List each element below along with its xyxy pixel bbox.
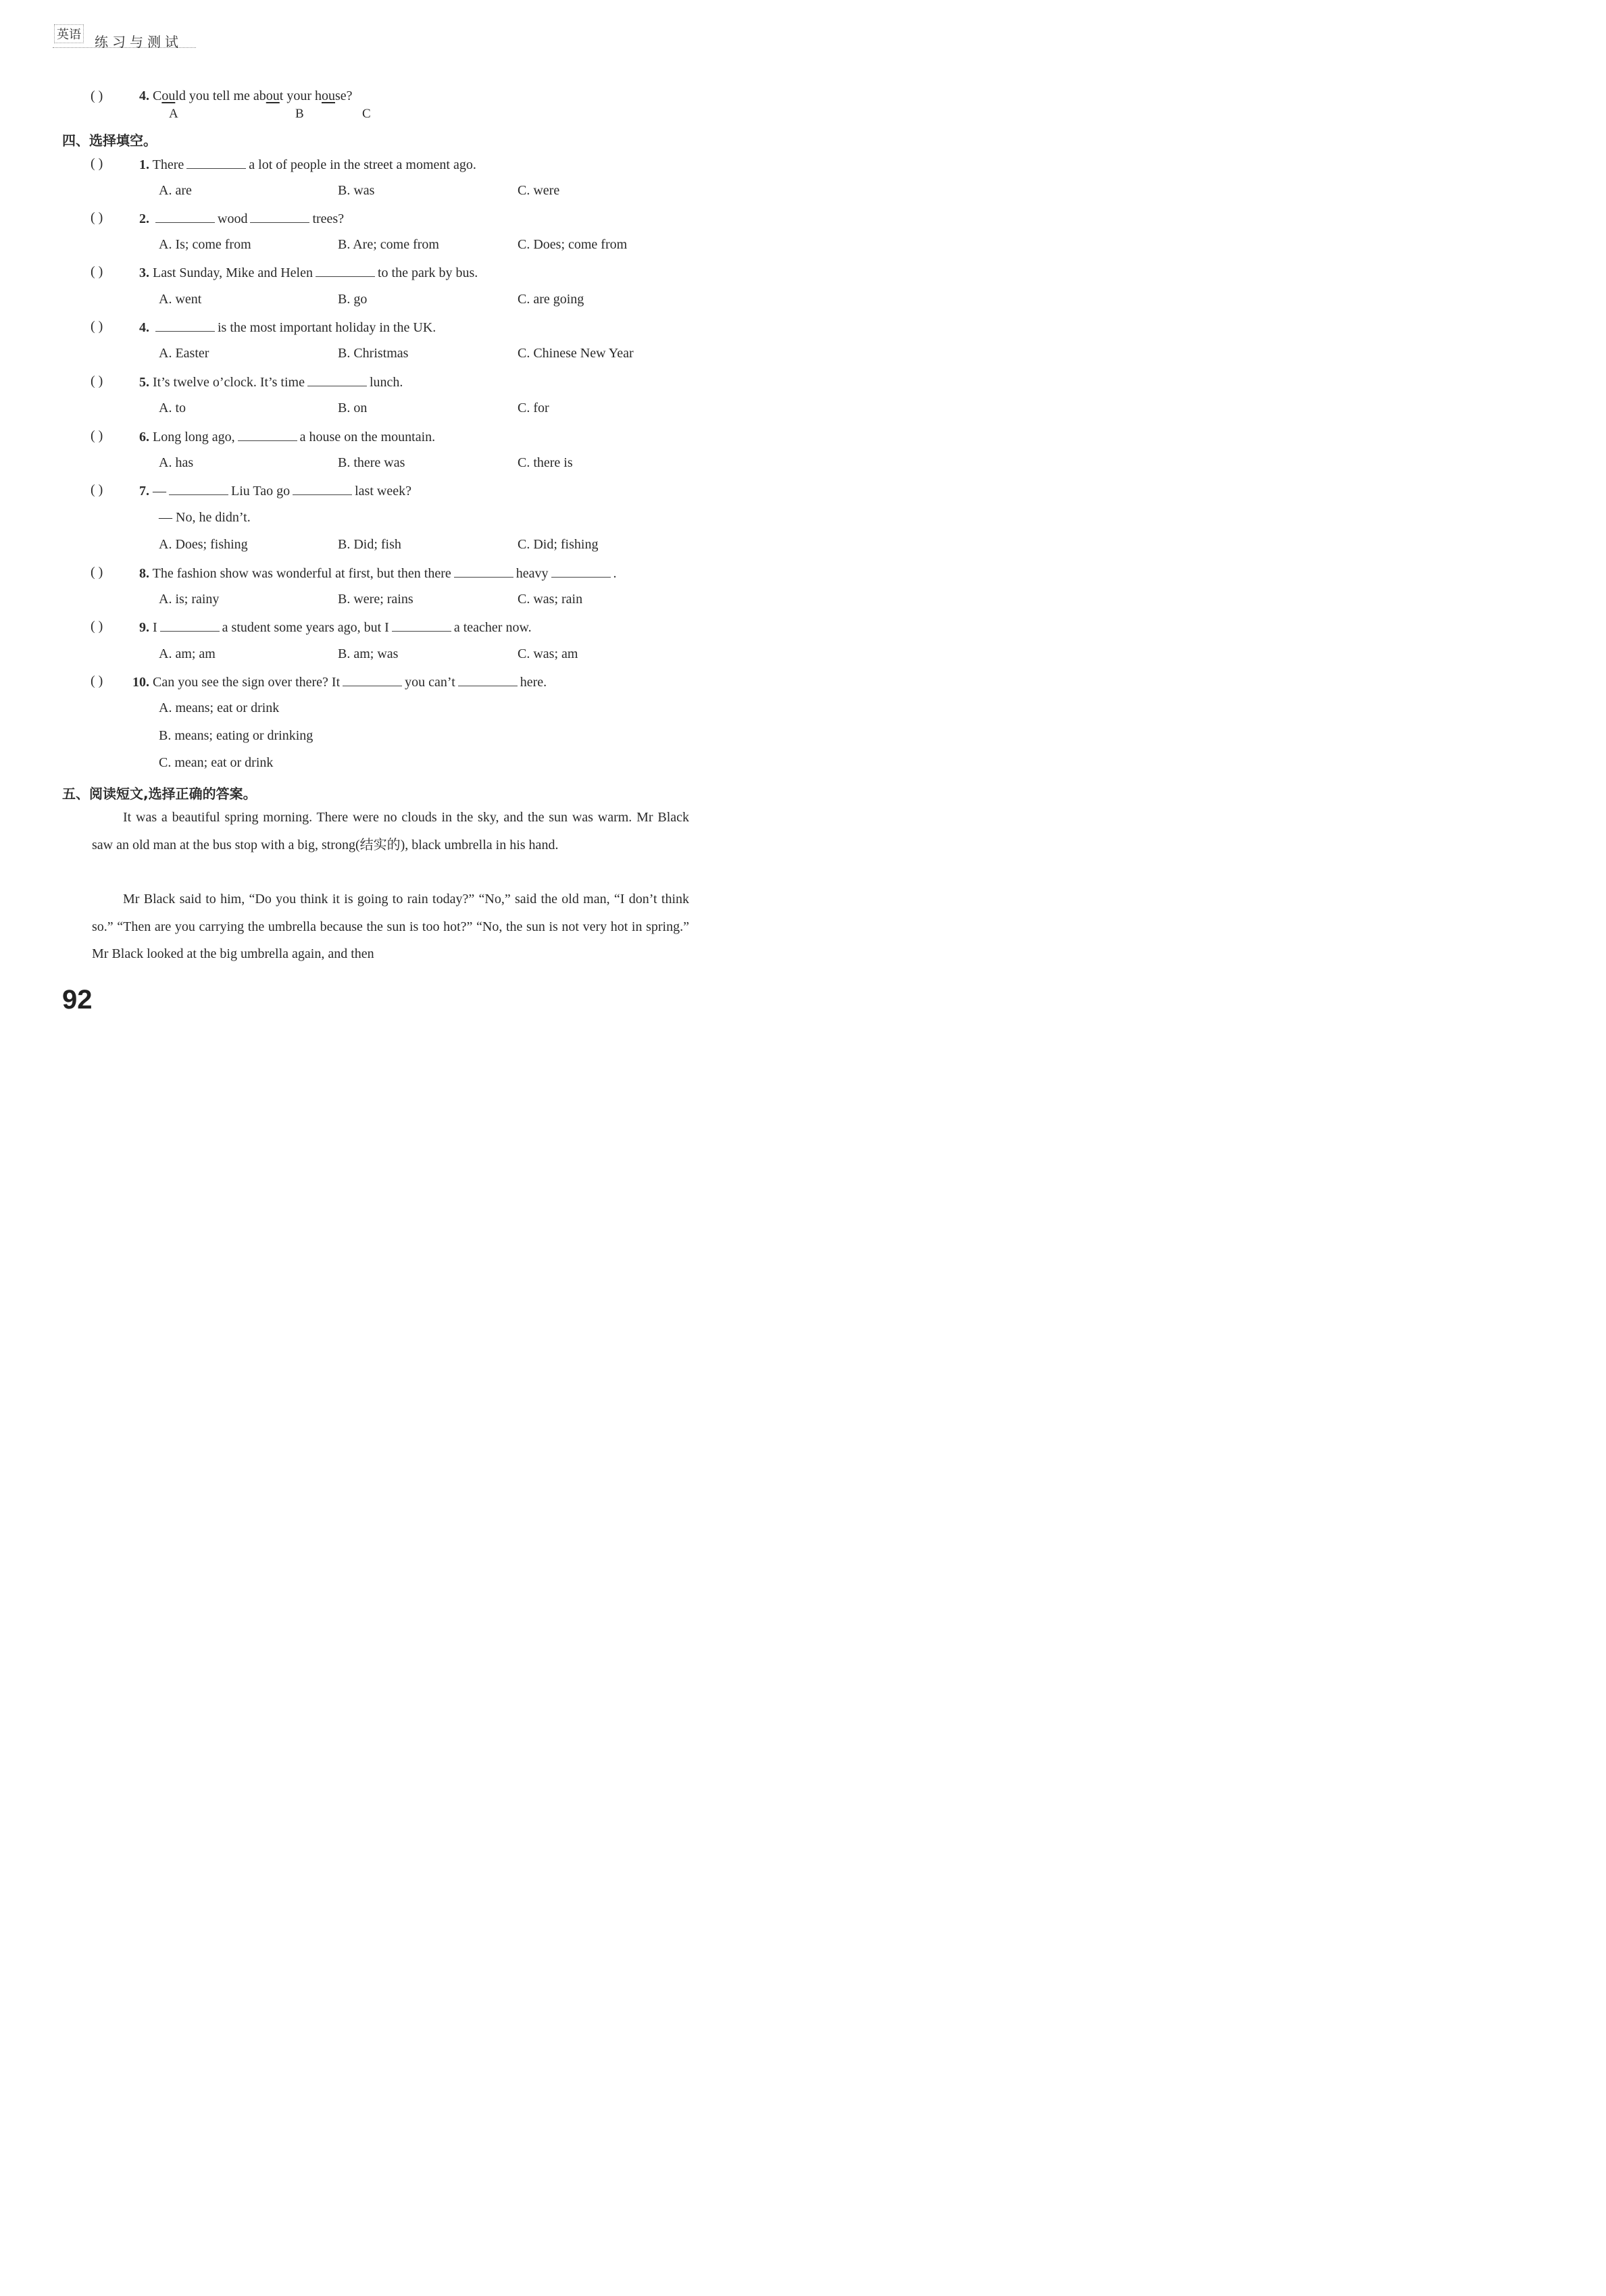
answer-blank — [343, 673, 402, 686]
question-number: 7. — [139, 484, 149, 499]
question-number: 10. — [132, 675, 149, 690]
text-part: to the park by bus. — [377, 265, 478, 280]
question-number: 8. — [139, 566, 149, 581]
text-part: ld you tell me ab — [175, 88, 266, 103]
text-part: Liu Tao go — [231, 484, 291, 499]
underlined-sound-a: ou — [161, 88, 176, 103]
option-a: A. are — [159, 183, 192, 198]
option-b: B. were; rains — [338, 592, 413, 607]
text-part: is the most important holiday in the UK. — [218, 320, 436, 335]
text-part: Long long ago, — [153, 430, 235, 444]
question-9 — [139, 619, 532, 636]
text-part: There — [152, 157, 184, 172]
answer-blank — [250, 210, 309, 223]
option-a: A. has — [159, 455, 194, 470]
page-number: 92 — [62, 985, 93, 1015]
answer-blank — [307, 374, 367, 386]
answer-blank — [551, 565, 611, 578]
option-b: B. Are; come from — [338, 237, 439, 252]
option-c: C. was; rain — [518, 592, 583, 607]
option-a: A. means; eat or drink — [159, 700, 280, 715]
letter-a: A — [169, 107, 178, 121]
option-b: B. was — [338, 183, 375, 198]
option-a: A. to — [159, 401, 186, 415]
question-number: 4. — [139, 320, 149, 335]
option-c: C. there is — [518, 455, 573, 470]
section-heading-5: 五、阅读短文,选择正确的答案。 — [62, 786, 257, 802]
text-part: a teacher now. — [453, 620, 532, 635]
answer-blank — [458, 673, 518, 686]
answer-paren: ( ) — [91, 619, 103, 634]
answer-blank — [392, 619, 451, 632]
question-number: 9. — [139, 620, 149, 635]
answer-paren: ( ) — [91, 210, 103, 225]
answer-paren: ( ) — [91, 482, 103, 497]
option-b: B. go — [338, 292, 368, 307]
option-b: B. Christmas — [338, 346, 409, 361]
question-number: 5. — [139, 375, 149, 390]
text-part: a house on the mountain. — [299, 430, 436, 444]
letter-c: C — [362, 107, 371, 121]
section-heading-4: 四、选择填空。 — [62, 132, 157, 149]
answer-paren: ( ) — [91, 428, 103, 443]
option-a: A. Easter — [159, 346, 209, 361]
option-c: C. were — [518, 183, 560, 198]
text-part: a student some years ago, but I — [222, 620, 389, 635]
option-a: A. Is; come from — [159, 237, 251, 252]
answer-blank — [454, 565, 513, 578]
answer-paren: ( ) — [91, 156, 103, 171]
answer-blank — [169, 482, 228, 495]
answer-paren: ( ) — [91, 264, 103, 279]
option-a: A. Does; fishing — [159, 537, 248, 552]
question-number: 3. — [139, 265, 149, 280]
reading-paragraph-1: It was a beautiful spring morning. There were no clouds in the sky, and the sun was warm. Mr Black saw an old man at the bus stop with a big, strong(结实的), black umbrella in his hand. — [92, 810, 689, 852]
option-c: C. for — [518, 401, 549, 415]
option-c: C. Did; fishing — [518, 537, 599, 552]
text-part: you can’t — [405, 675, 455, 690]
text-part: — — [153, 484, 166, 499]
option-c: C. was; am — [518, 646, 578, 661]
text-part: Last Sunday, Mike and Helen — [153, 265, 313, 280]
question-number: 4. — [139, 88, 149, 103]
question-number: 1. — [139, 157, 149, 172]
answer-paren: ( ) — [91, 374, 103, 388]
question-6 — [139, 428, 435, 445]
text-part: a lot of people in the street a moment ago. — [249, 157, 476, 172]
question-number: 2. — [139, 211, 149, 226]
option-b: B. Did; fish — [338, 537, 401, 552]
answer-blank — [316, 264, 375, 277]
option-b: B. on — [338, 401, 368, 415]
pronunciation-question — [139, 88, 353, 104]
text-part: lunch. — [369, 375, 403, 390]
answer-blank — [238, 428, 297, 441]
answer-paren: ( ) — [91, 565, 103, 580]
answer-blank — [186, 156, 246, 169]
answer-blank — [293, 482, 352, 495]
question-1 — [139, 156, 476, 173]
text-part: The fashion show was wonderful at first, but then there — [152, 566, 451, 581]
question-5 — [139, 374, 403, 390]
letter-b: B — [295, 107, 304, 121]
answer-paren: ( ) — [91, 319, 103, 334]
text-part: Can you see the sign over there? It — [153, 675, 341, 690]
question-10 — [132, 673, 547, 690]
option-c: C. Does; come from — [518, 237, 628, 252]
option-c: C. are going — [518, 292, 584, 307]
question-7 — [139, 482, 411, 499]
text-part: trees? — [312, 211, 345, 226]
answer-blank — [155, 319, 215, 332]
option-c: C. Chinese New Year — [518, 346, 634, 361]
dialogue-reply: — No, he didn’t. — [159, 510, 251, 525]
question-8 — [139, 565, 617, 582]
text-part: se? — [334, 88, 353, 103]
text-part: here. — [520, 675, 547, 690]
option-a: A. went — [159, 292, 202, 307]
text-part: t your h — [279, 88, 322, 103]
text-part: wood — [218, 211, 248, 226]
answer-blank — [160, 619, 220, 632]
text-part: I — [153, 620, 157, 635]
text-part: heavy — [516, 566, 549, 581]
text-part: It’s twelve o’clock. It’s time — [153, 375, 305, 390]
option-a: A. is; rainy — [159, 592, 220, 607]
question-number: 6. — [139, 430, 149, 444]
text-part: last week? — [355, 484, 411, 499]
reading-paragraph-2: Mr Black said to him, “Do you think it is going to rain today?” “No,” said the old man, “I don’t think so.” “Then are you carrying the umbrella because the sun is too hot?” “No, the sun is not very hot in spring.” Mr Black looked at the big umbrella again, and then — [92, 892, 689, 961]
book-title: 练习与测试 — [95, 34, 182, 50]
underlined-sound-b: ou — [266, 88, 280, 103]
option-b: B. means; eating or drinking — [159, 728, 313, 743]
subject-label: 英语 — [54, 24, 84, 43]
option-b: B. am; was — [338, 646, 399, 661]
text-part: C — [153, 88, 162, 103]
question-4 — [139, 319, 436, 336]
answer-paren: ( ) — [91, 673, 103, 688]
option-c: C. mean; eat or drink — [159, 755, 274, 770]
underlined-sound-c: ou — [321, 88, 335, 103]
option-b: B. there was — [338, 455, 405, 470]
text-part: . — [613, 566, 617, 581]
question-2 — [139, 210, 344, 227]
question-3 — [139, 264, 478, 281]
option-a: A. am; am — [159, 646, 216, 661]
answer-paren: ( ) — [91, 88, 103, 103]
answer-blank — [155, 210, 215, 223]
